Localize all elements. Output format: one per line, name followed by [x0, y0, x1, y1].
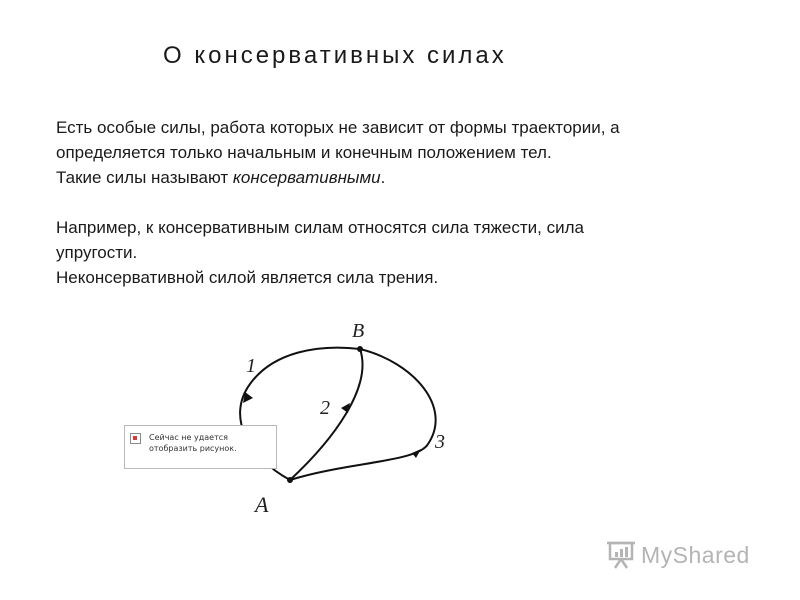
- broken-image-icon: [130, 433, 141, 444]
- label-b: B: [352, 320, 365, 342]
- label-path-3: 3: [435, 431, 445, 453]
- text-line: Есть особые силы, работа которых не зависит от формы траектории, а: [56, 118, 620, 137]
- myshared-watermark[interactable]: [605, 540, 765, 570]
- presentation-board-icon: [605, 540, 637, 570]
- broken-image-message: Сейчас не удается отобразить рисунок.: [149, 433, 237, 453]
- text-line: определяется только начальным и конечным положением тел.: [56, 143, 552, 162]
- text-fragment: Такие силы называют: [56, 168, 233, 187]
- point-a-dot: [287, 477, 293, 483]
- trajectory-diagram: [228, 312, 478, 528]
- label-path-2: 2: [320, 397, 330, 419]
- text-fragment: .: [380, 168, 386, 187]
- emphasized-term: консервативными: [232, 168, 381, 187]
- text-line: упругости.: [56, 243, 138, 262]
- text-line: Например, к консервативным силам относятся сила тяжести, сила: [56, 218, 584, 237]
- watermark-text: MyShared: [641, 541, 750, 568]
- broken-image-placeholder: [124, 425, 277, 469]
- label-path-1: 1: [246, 355, 256, 377]
- text-line: [56, 165, 756, 190]
- label-a: A: [255, 492, 269, 517]
- arrow-2: [341, 403, 350, 413]
- text-line: Неконсервативной силой является сила трения.: [56, 268, 439, 287]
- slide-body: [56, 115, 756, 290]
- point-b-dot: [357, 346, 363, 352]
- slide-title: О консервативных силах: [163, 42, 507, 69]
- arrow-3: [412, 449, 421, 458]
